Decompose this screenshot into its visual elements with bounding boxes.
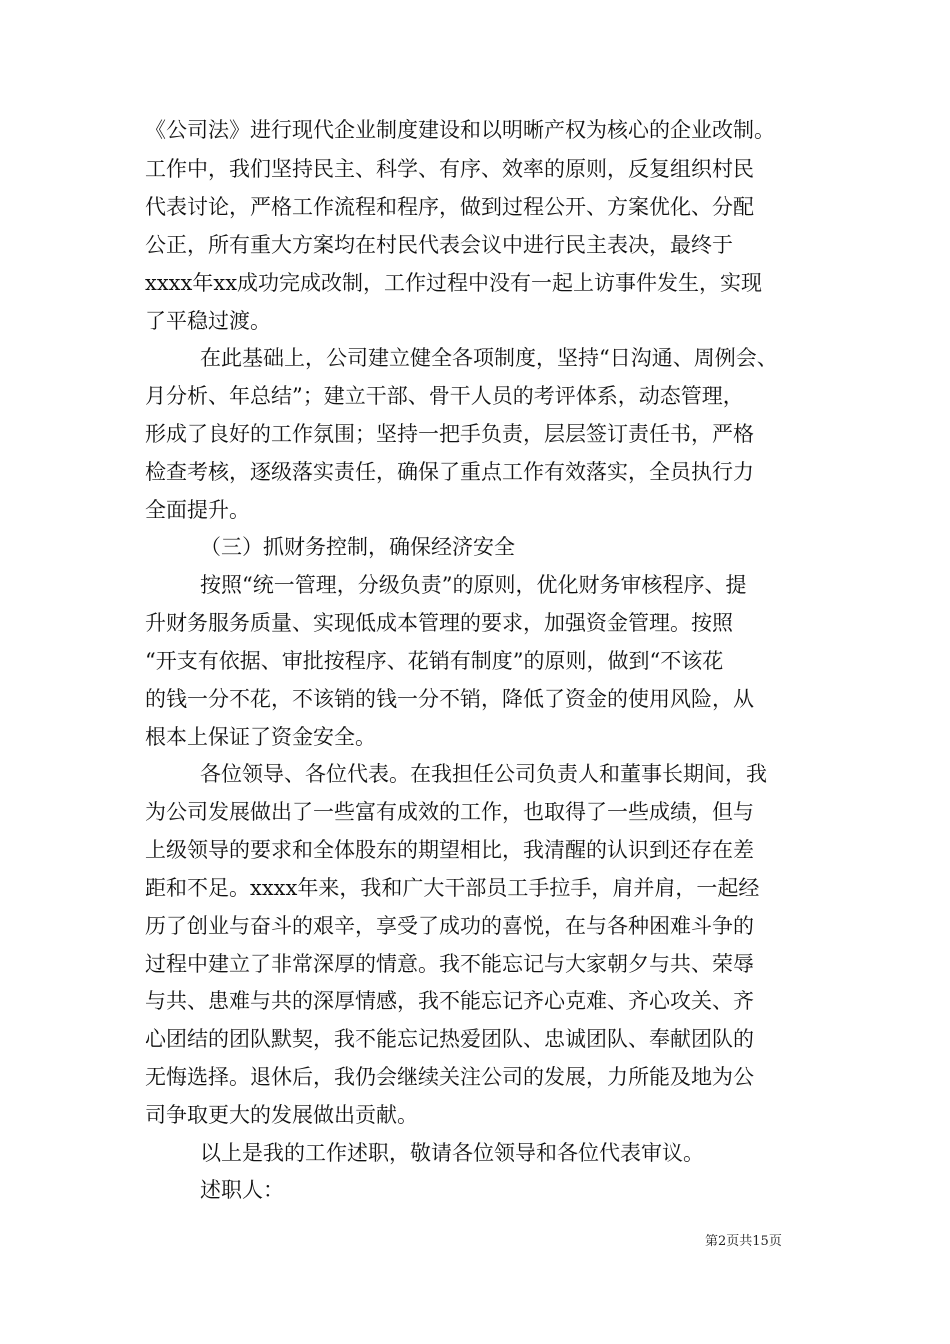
text-line: 了平稳过渡。 <box>145 309 271 333</box>
text-line: 工作中，我们坚持民主、科学、有序、效率的原则，反复组织村民 <box>145 157 754 181</box>
paragraph-first-line: 按照“统一管理，分级负责”的原则，优化财务审核程序、提 <box>200 573 747 597</box>
text-line: 代表讨论，严格工作流程和程序，做到过程公开、方案优化、分配 <box>145 195 754 219</box>
paragraph-first-line: 在此基础上，公司建立健全各项制度，坚持“日沟通、周例会、 <box>200 346 778 370</box>
text-line: 《公司法》进行现代企业制度建设和以明晰产权为核心的企业改制。 <box>145 118 775 142</box>
text-line: 司争取更大的发展做出贡献。 <box>145 1103 418 1127</box>
text-line: 检查考核，逐级落实责任，确保了重点工作有效落实，全员执行力 <box>145 460 754 484</box>
page-number: 第2页共15页 <box>705 1234 782 1249</box>
text-line: 过程中建立了非常深厚的情意。我不能忘记与大家朝夕与共、荣辱 <box>145 952 754 976</box>
text-line: 心团结的团队默契，我不能忘记热爱团队、忠诚团队、奉献团队的 <box>145 1027 754 1051</box>
section-heading: （三）抓财务控制，确保经济安全 <box>200 535 515 559</box>
text-line: 为公司发展做出了一些富有成效的工作，也取得了一些成绩，但与 <box>145 800 754 824</box>
text-line: 上级领导的要求和全体股东的期望相比，我清醒的认识到还存在差 <box>145 838 754 862</box>
text-line: 历了创业与奋斗的艰辛，享受了成功的喜悦，在与各种困难斗争的 <box>145 914 754 938</box>
text-line: 距和不足。xxxx年来，我和广大干部员工手拉手，肩并肩，一起经 <box>145 876 760 900</box>
paragraph-first-line: 以上是我的工作述职，敬请各位领导和各位代表审议。 <box>200 1141 704 1165</box>
text-line: “开支有依据、审批按程序、花销有制度”的原则，做到“不该花 <box>145 649 724 673</box>
text-line: 月分析、年总结”；建立干部、骨干人员的考评体系，动态管理， <box>145 384 744 408</box>
text-line: 升财务服务质量、实现低成本管理的要求，加强资金管理。按照 <box>145 611 733 635</box>
text-line: xxxx年xx成功完成改制，工作过程中没有一起上访事件发生，实现 <box>145 271 763 295</box>
text-line: 根本上保证了资金安全。 <box>145 725 376 749</box>
text-line: 的钱一分不花，不该销的钱一分不销，降低了资金的使用风险，从 <box>145 687 754 711</box>
text-line: 全面提升。 <box>145 498 250 522</box>
text-line: 无悔选择。退休后，我仍会继续关注公司的发展，力所能及地为公 <box>145 1065 754 1089</box>
signature-label: 述职人： <box>200 1178 284 1202</box>
paragraph-first-line: 各位领导、各位代表。在我担任公司负责人和董事长期间，我 <box>200 762 767 786</box>
text-line: 公正，所有重大方案均在村民代表会议中进行民主表决，最终于 <box>145 233 733 257</box>
text-line: 与共、患难与共的深厚情感，我不能忘记齐心克难、齐心攻关、齐 <box>145 989 754 1013</box>
text-line: 形成了良好的工作氛围；坚持一把手负责，层层签订责任书，严格 <box>145 422 754 446</box>
